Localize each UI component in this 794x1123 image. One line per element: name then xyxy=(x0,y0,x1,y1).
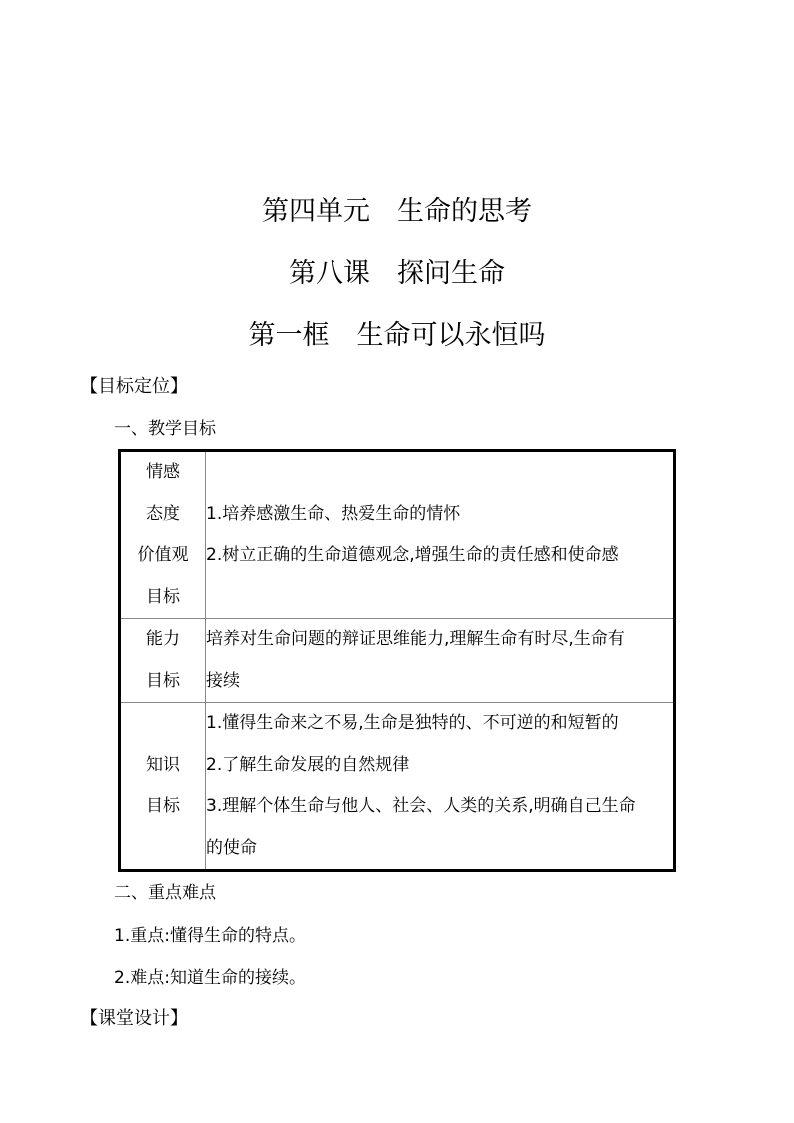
focus-point: 1.重点:懂得生命的特点。 xyxy=(114,926,306,946)
category-line: 目标 xyxy=(146,586,180,607)
content-line: 的使命 xyxy=(206,837,257,858)
lesson-title: 第八课 探问生命 xyxy=(289,258,505,289)
knowledge-goal-content xyxy=(206,703,675,871)
content-line: 2.了解生命发展的自然规律 xyxy=(206,754,410,775)
section-title: 第一框 生命可以永恒吗 xyxy=(248,320,546,351)
table-row xyxy=(120,703,675,871)
emotion-goal-content xyxy=(206,451,675,619)
teaching-goals-heading: 一、教学目标 xyxy=(114,419,216,439)
category-line: 知识 xyxy=(146,754,180,775)
content-line: 1.培养感激生命、热爱生命的情怀 xyxy=(206,503,461,524)
category-line: 能力 xyxy=(146,629,180,649)
objectives-heading: 【目标定位】 xyxy=(80,376,188,397)
content-line: 2.树立正确的生命道德观念,增强生命的责任感和使命感 xyxy=(206,545,619,565)
unit-title: 第四单元 生命的思考 xyxy=(262,196,532,227)
class-design-heading: 【课堂设计】 xyxy=(80,1008,188,1029)
table-row xyxy=(120,451,675,619)
emotion-goal-category xyxy=(120,451,206,619)
category-line: 价值观 xyxy=(137,545,189,565)
content-line: 接续 xyxy=(206,670,240,691)
key-points-heading: 二、重点难点 xyxy=(114,883,216,903)
goals-table xyxy=(118,449,676,872)
category-line: 目标 xyxy=(146,796,180,816)
category-line: 目标 xyxy=(146,670,180,691)
ability-goal-content xyxy=(206,619,675,703)
ability-goal-category xyxy=(120,619,206,703)
category-line: 态度 xyxy=(146,503,180,524)
content-line: 1.懂得生命来之不易,生命是独特的、不可逆的和短暂的 xyxy=(206,713,619,733)
table-row xyxy=(120,619,675,703)
content-line: 3.理解个体生命与他人、社会、人类的关系,明确自己生命 xyxy=(206,796,636,816)
knowledge-goal-category xyxy=(120,703,206,871)
category-line: 情感 xyxy=(146,462,180,482)
difficulty-point: 2.难点:知道生命的接续。 xyxy=(114,968,306,988)
content-line: 培养对生命问题的辩证思维能力,理解生命有时尽,生命有 xyxy=(206,629,625,649)
